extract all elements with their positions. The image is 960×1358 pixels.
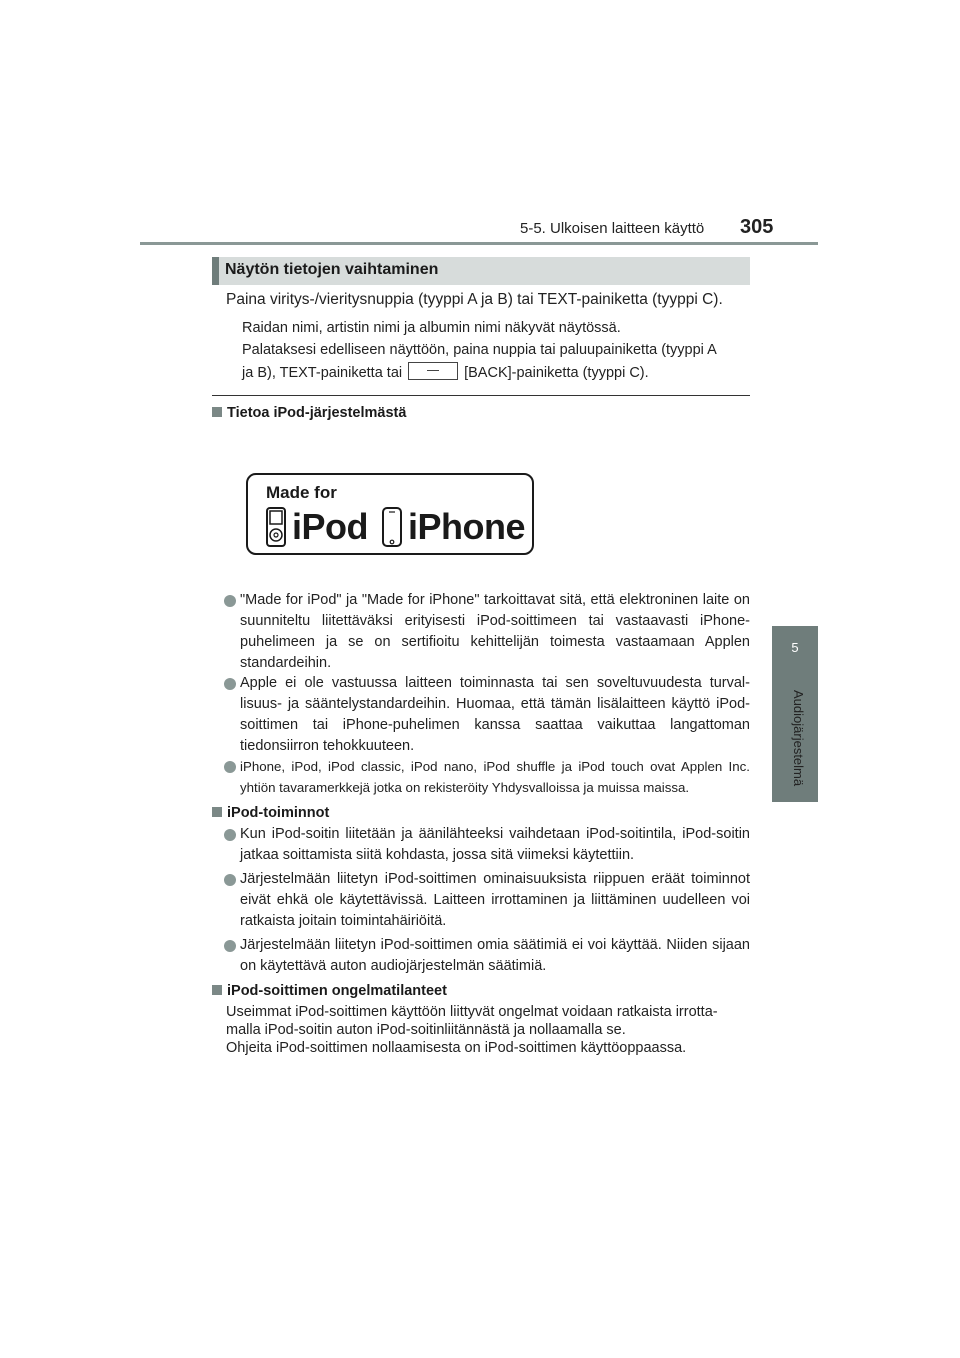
logo-iphone: iPhone bbox=[408, 506, 526, 547]
instruction-line-2: Palataksesi edelliseen näyttöön, paina nuppia tai paluupainiketta (tyyppi A bbox=[242, 342, 717, 358]
heading-about-ipod-text: Tietoa iPod-järjestelmästä bbox=[227, 405, 407, 421]
problems-line-3: Ohjeita iPod-soittimen nollaamisesta on iPod-soittimen käyttöoppaassa. bbox=[226, 1040, 687, 1056]
iphone-device-icon bbox=[382, 507, 402, 547]
instruction-line-3-start: ja B), TEXT-painiketta tai bbox=[242, 365, 403, 381]
instruction-line-3 bbox=[242, 362, 649, 384]
functions-bullet-3: Järjestelmään liitetyn iPod-soittimen omia säätimiä ei voi käyttää. Niiden sijaan on käytettävä auton audiojärjestelmän säätimiä. bbox=[240, 937, 750, 974]
bullet-icon bbox=[224, 829, 236, 841]
bullet-icon bbox=[224, 761, 236, 773]
bullet-icon bbox=[224, 940, 236, 952]
header-divider bbox=[140, 242, 818, 245]
functions-bullet-1: Kun iPod-soitin liitetään ja äänilähteeksi vaihdetaan iPod-soitintila, iPod-soitin jatkaa soittamista siitä kohdasta, jossa sitä viimeksi käytettiin. bbox=[240, 826, 750, 863]
about-bullet-3: iPhone, iPod, iPod classic, iPod nano, iPod shuffle ja iPod touch ovat Applen Inc. yhtiön tavaramerkkejä jotka on rekisteröity Yhdysvalloissa ja muissa maissa. bbox=[240, 759, 750, 795]
heading-ipod-functions-text: iPod-toiminnot bbox=[227, 805, 330, 821]
square-bullet-icon bbox=[212, 985, 222, 995]
problems-line-1: Useimmat iPod-soittimen käyttöön liittyvät ongelmat voidaan ratkaista irrotta- bbox=[226, 1004, 718, 1020]
bullet-icon bbox=[224, 678, 236, 690]
chapter-number: 5 bbox=[791, 640, 799, 655]
instruction-line-3-end: [BACK]-painiketta (tyyppi C). bbox=[464, 365, 649, 381]
page-number: 305 bbox=[740, 216, 774, 238]
bullet-icon bbox=[224, 595, 236, 607]
square-bullet-icon bbox=[212, 807, 222, 817]
section-title-bar bbox=[212, 257, 750, 285]
section-title: 5-5. Ulkoisen laitteen käyttö bbox=[520, 220, 705, 237]
functions-bullet-2: Järjestelmään liitetyn iPod-soittimen ominaisuuksista riippuen eräät toiminnot eivät ehkä ole käytettävissä. Laitteen irrottaminen ja liittäminen uudelleen voi ratkaista joitain toimintahäiriöitä. bbox=[240, 871, 750, 929]
chapter-label: Audiojärjestelmä bbox=[791, 690, 806, 787]
back-button-icon bbox=[408, 362, 458, 380]
ipod-device-icon bbox=[266, 507, 286, 547]
heading-ipod-problems-text: iPod-soittimen ongelmatilanteet bbox=[227, 983, 447, 999]
instruction-line-1: Raidan nimi, artistin nimi ja albumin nimi näkyvät näytössä. bbox=[242, 320, 621, 336]
instruction-divider bbox=[212, 395, 750, 396]
title-bar-accent bbox=[212, 257, 219, 285]
heading-about-ipod bbox=[212, 405, 406, 421]
heading-ipod-problems bbox=[212, 983, 447, 999]
square-bullet-icon bbox=[212, 407, 222, 417]
instruction-main: Paina viritys-/vieritysnuppia (tyyppi A ja B) tai TEXT-painiketta (tyyppi C). bbox=[226, 291, 723, 308]
logo-made-for: Made for bbox=[266, 483, 337, 502]
logo-ipod: iPod bbox=[292, 506, 368, 547]
bullet-icon bbox=[224, 874, 236, 886]
section-heading: Näytön tietojen vaihtaminen bbox=[225, 261, 439, 278]
heading-ipod-functions bbox=[212, 805, 329, 821]
about-bullet-1: "Made for iPod" ja "Made for iPhone" tarkoittavat sitä, että elektroninen laite on suunniteltu liitettäväksi erityisesti iPod-soittimeen tai vastaavasti iPhone-puhelimeen ja se on sertifioitu kehittelijän toimesta vastaamaan Applen standardeihin. bbox=[240, 592, 750, 671]
made-for-ipod-iphone-logo bbox=[246, 473, 534, 555]
problems-line-2: malla iPod-soitin auton iPod-soitinliitännästä ja nollaamalla se. bbox=[226, 1022, 626, 1038]
about-bullet-2: Apple ei ole vastuussa laitteen toiminnasta tai sen soveltuvuudesta turval-lisuus- ja sääntelystandardeihin. Huomaa, että tämän lisälaitteen käyttö iPod-soittimen tai iPhone-puhelimen kanssa saattaa vaikuttaa langattoman tiedonsiirron tehokkuuteen. bbox=[240, 675, 750, 754]
